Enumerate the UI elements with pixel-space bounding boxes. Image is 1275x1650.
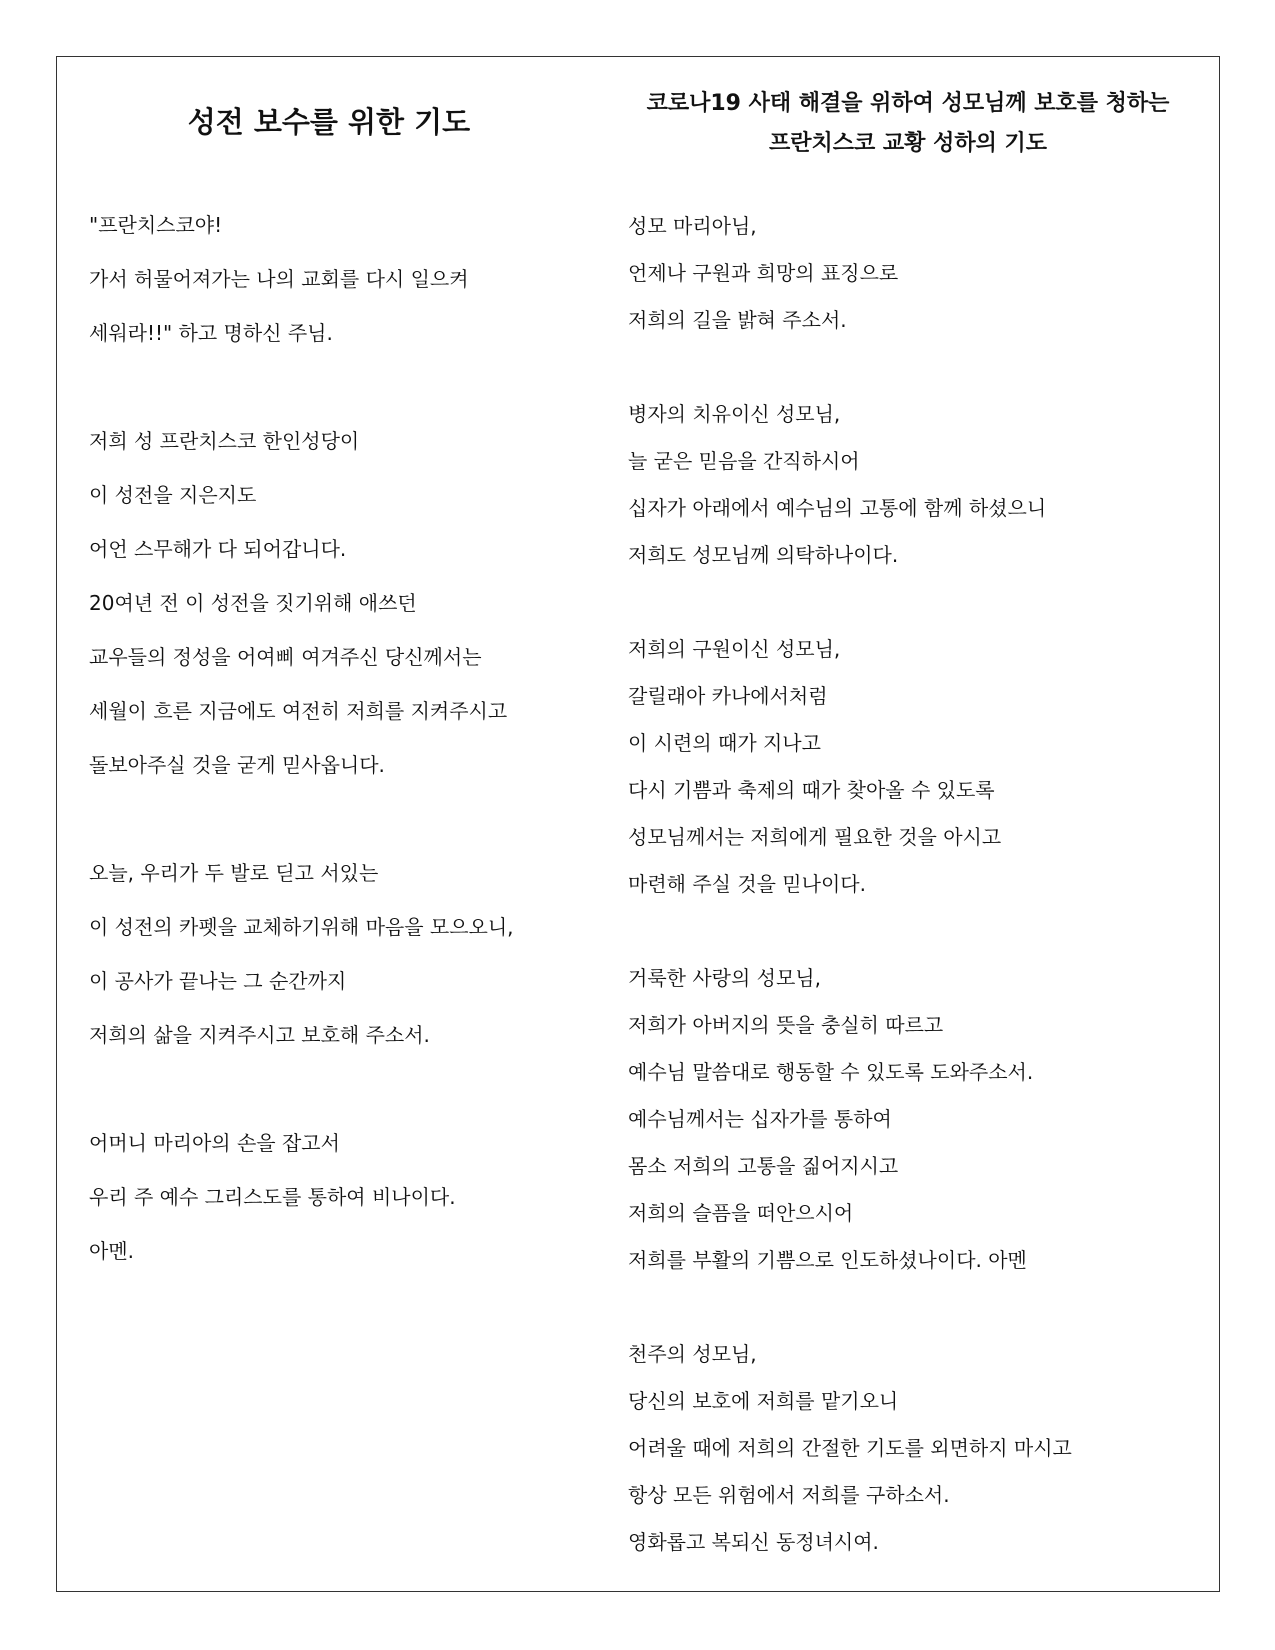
- right-prayer-body: [628, 211, 1072, 1574]
- stanza-gap: [89, 371, 514, 425]
- prayer-line: 어언 스무해가 다 되어갑니다.: [89, 537, 347, 561]
- prayer-line: 저희 성 프란치스코 한인성당이: [89, 429, 360, 453]
- prayer-line: 이 공사가 끝나는 그 순간까지: [89, 969, 347, 993]
- prayer-line: "프란치스코야!: [89, 213, 223, 237]
- prayer-line: 20여년 전 이 성전을 짓기위해 애쓰던: [89, 591, 417, 615]
- stanza-gap: [628, 1292, 1072, 1339]
- prayer-line: 우리 주 예수 그리스도를 통하여 비나이다.: [89, 1185, 456, 1209]
- prayer-line: 어머니 마리아의 손을 잡고서: [89, 1131, 340, 1155]
- prayer-line: 저희의 길을 밝혀 주소서.: [628, 308, 847, 332]
- prayer-line: 갈릴래아 카나에서처럼: [628, 684, 828, 708]
- left-prayer-title: 성전 보수를 위한 기도: [187, 105, 471, 139]
- prayer-line: 가서 허물어져가는 나의 교회를 다시 일으켜: [89, 267, 469, 291]
- prayer-stanza: [89, 425, 514, 803]
- prayer-line: 영화롭고 복되신 동정녀시여.: [628, 1530, 879, 1554]
- prayer-line: 저희도 성모님께 의탁하나이다.: [628, 543, 899, 567]
- stanza-gap: [89, 1073, 514, 1127]
- prayer-line: 예수님께서는 십자가를 통하여: [628, 1107, 892, 1131]
- right-prayer-title-line1: 코로나19 사태 해결을 위하여 성모님께 보호를 청하는: [646, 91, 1170, 116]
- prayer-stanza: [628, 963, 1072, 1292]
- left-title-block: [89, 96, 609, 148]
- prayer-line: 저희를 부활의 기쁨으로 인도하셨나이다. 아멘: [628, 1248, 1027, 1272]
- prayer-stanza: [628, 211, 1072, 352]
- prayer-line: 몸소 저희의 고통을 짊어지시고: [628, 1154, 899, 1178]
- prayer-stanza: [89, 1127, 514, 1289]
- stanza-gap: [628, 587, 1072, 634]
- prayer-stanza: [89, 857, 514, 1073]
- prayer-line: 아멘.: [89, 1239, 134, 1263]
- prayer-line: 병자의 치유이신 성모님,: [628, 402, 841, 426]
- prayer-line: 다시 기쁨과 축제의 때가 찾아올 수 있도록: [628, 778, 995, 802]
- prayer-line: 거룩한 사랑의 성모님,: [628, 966, 821, 990]
- prayer-line: 마련해 주실 것을 믿나이다.: [628, 872, 866, 896]
- prayer-line: 어려울 때에 저희의 간절한 기도를 외면하지 마시고: [628, 1436, 1072, 1460]
- prayer-line: 저희의 구원이신 성모님,: [628, 637, 841, 661]
- prayer-line: 언제나 구원과 희망의 표징으로: [628, 261, 899, 285]
- prayer-line: 십자가 아래에서 예수님의 고통에 함께 하셨으니: [628, 496, 1047, 520]
- prayer-line: 항상 모든 위험에서 저희를 구하소서.: [628, 1483, 950, 1507]
- stanza-gap: [628, 916, 1072, 963]
- prayer-line: 당신의 보호에 저희를 맡기오니: [628, 1389, 899, 1413]
- stanza-gap: [89, 803, 514, 857]
- prayer-line: 예수님 말씀대로 행동할 수 있도록 도와주소서.: [628, 1060, 1034, 1084]
- right-prayer-title-line2: 프란치스코 교황 성하의 기도: [768, 131, 1047, 156]
- prayer-line: 늘 굳은 믿음을 간직하시어: [628, 449, 860, 473]
- prayer-line: 교우들의 정성을 어여삐 여겨주신 당신께서는: [89, 645, 482, 669]
- prayer-line: 이 성전을 지은지도: [89, 483, 257, 507]
- prayer-stanza: [628, 634, 1072, 916]
- prayer-line: 천주의 성모님,: [628, 1342, 757, 1366]
- prayer-line: 저희의 슬픔을 떠안으시어: [628, 1201, 854, 1225]
- stanza-gap: [628, 352, 1072, 399]
- prayer-line: 오늘, 우리가 두 발로 딛고 서있는: [89, 861, 379, 885]
- prayer-line: 저희가 아버지의 뜻을 충실히 따르고: [628, 1013, 944, 1037]
- prayer-line: 저희의 삶을 지켜주시고 보호해 주소서.: [89, 1023, 430, 1047]
- prayer-stanza: [89, 209, 514, 371]
- prayer-line: 이 성전의 카펫을 교체하기위해 마음을 모으오니,: [89, 915, 514, 939]
- prayer-line: 성모님께서는 저희에게 필요한 것을 아시고: [628, 825, 1002, 849]
- prayer-stanza: [628, 399, 1072, 587]
- right-title-block: [628, 84, 1198, 164]
- prayer-line: 세워라!!" 하고 명하신 주님.: [89, 321, 333, 345]
- prayer-line: 이 시련의 때가 지나고: [628, 731, 821, 755]
- left-prayer-body: [89, 209, 514, 1289]
- prayer-line: 성모 마리아님,: [628, 214, 757, 238]
- prayer-line: 돌보아주실 것을 굳게 믿사옵니다.: [89, 753, 385, 777]
- prayer-line: 세월이 흐른 지금에도 여전히 저희를 지켜주시고: [89, 699, 508, 723]
- prayer-stanza: [628, 1339, 1072, 1574]
